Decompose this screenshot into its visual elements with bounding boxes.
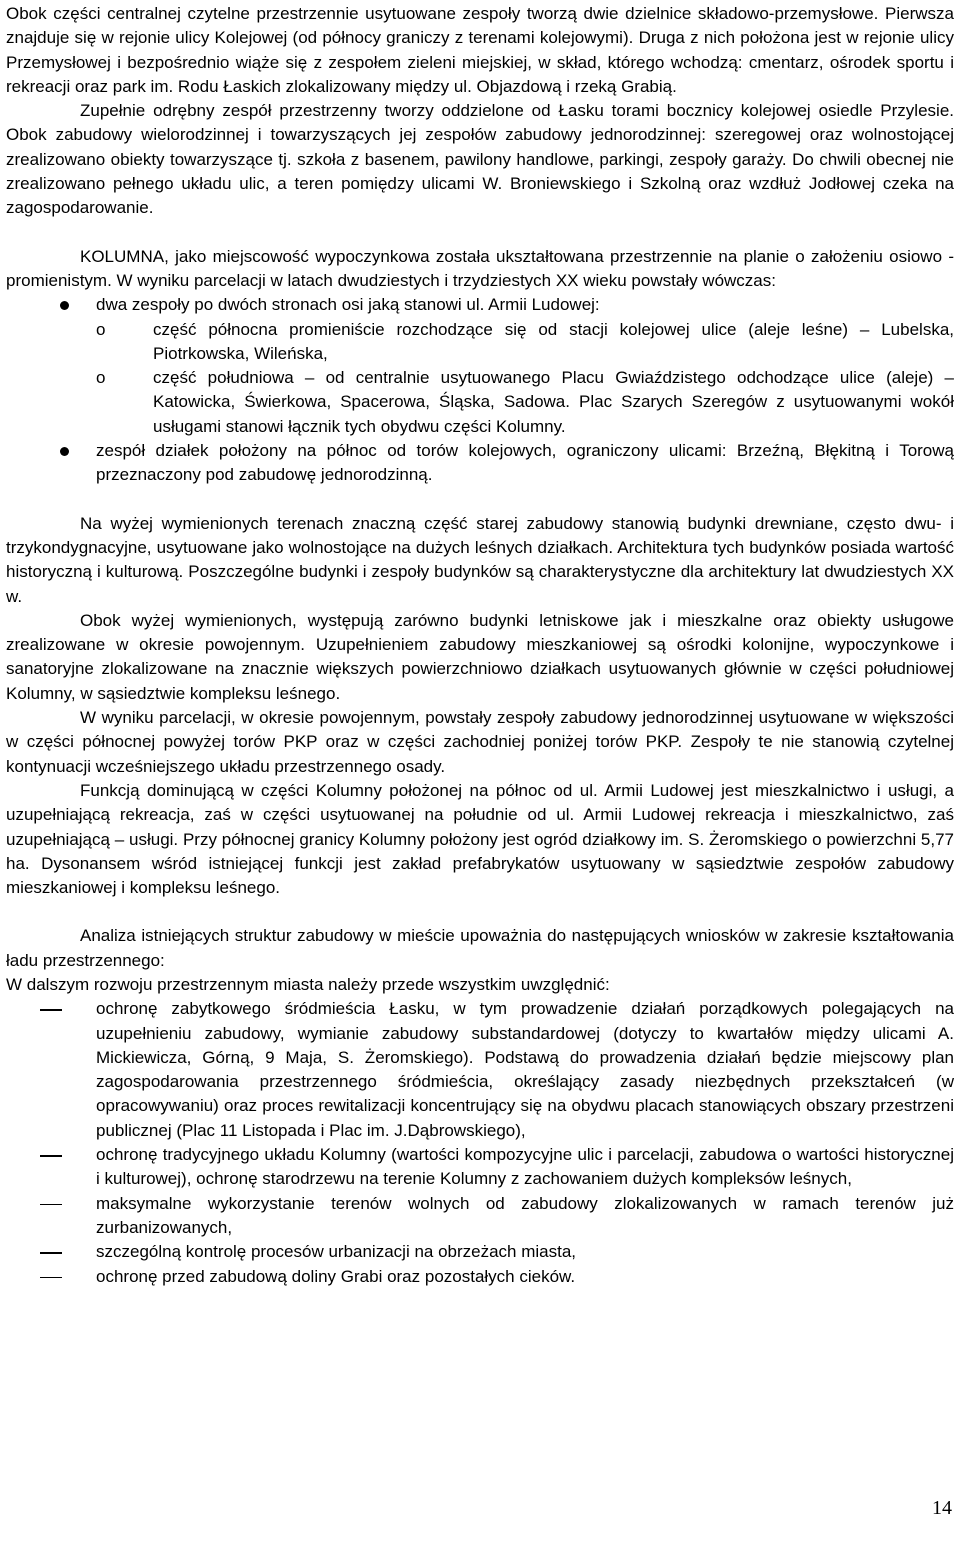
- sub-item-text: część północna promieniście rozchodzące się od stacji kolejowej ulice (aleje leśne) – Lubelska, Piotrkowska, Wileńska,: [153, 319, 954, 363]
- bullet-item-two-groups: [6, 293, 954, 439]
- dash-icon: [40, 1155, 62, 1157]
- circle-bullet-icon: o: [96, 368, 106, 388]
- dash-item-text: szczególną kontrolę procesów urbanizacji na obrzeżach miasta,: [96, 1242, 577, 1262]
- paragraph-further-development: W dalszym rozwoju przestrzennym miasta należy przede wszystkim uwzględnić:: [6, 974, 610, 994]
- paragraph-analysis: Analiza istniejących struktur zabudowy w mieście upoważnia do następujących wniosków w zakresie kształtowania ładu przestrzennego:: [6, 926, 954, 970]
- dash-icon: [40, 1204, 62, 1206]
- dash-item: [6, 997, 954, 1143]
- dash-icon: [40, 1277, 62, 1279]
- sub-list: [96, 318, 954, 439]
- spacer: [6, 221, 954, 245]
- dash-item: [6, 1143, 954, 1192]
- paragraph-kolumna-intro: KOLUMNA, jako miejscowość wypoczynkowa została ukształtowana przestrzennie na planie o założeniu osiowo - promienistym. W wyniku parcelacji w latach dwudziestych i trzydziestych XX wieku powstały wówczas:: [6, 246, 954, 290]
- spacer: [6, 900, 954, 924]
- dash-item: [6, 1240, 954, 1264]
- bullet-text: dwa zespoły po dwóch stronach osi jaką stanowi ul. Armii Ludowej:: [96, 295, 600, 315]
- bullet-list-kolumna: [6, 293, 954, 487]
- circle-bullet-icon: o: [96, 319, 106, 339]
- dash-list-recommendations: [6, 997, 954, 1289]
- dash-icon: [40, 1009, 62, 1011]
- dash-item: [6, 1265, 954, 1289]
- sub-item-south: [96, 366, 954, 439]
- paragraph-parcellation: W wyniku parcelacji, w okresie powojennym, powstały zespoły zabudowy jednorodzinnej usytuowane w większości w części północnej powyżej torów PKP oraz w części zachodniej poniżej torów PKP. Zespoły te nie stanowią czytelnej kontynuacji wcześniejszego układu przestrzennego osady.: [6, 708, 954, 776]
- spacer: [6, 488, 954, 512]
- sub-item-north: [96, 318, 954, 367]
- paragraph-old-buildings: Na wyżej wymienionych terenach znaczną część starej zabudowy stanowią budynki drewniane, często dwu- i trzykondygnacyjne, usytuowane jako wolnostojące na dużych leśnych działkach. Architektura tych budynków posiada wartość historyczną i kulturową. Poszczególne budynki i zespoły budynków są charakterystyczne dla architektury lat dwudziestych XX w.: [6, 513, 954, 606]
- bullet-text: zespół działek położony na północ od torów kolejowych, ograniczony ulicami: Brzeźną, Błękitną i Torową przeznaczony pod zabudowę jednorodzinną.: [96, 441, 954, 485]
- dash-item-text: ochronę tradycyjnego układu Kolumny (wartości kompozycyjne ulic i parcelacji, zabudowa o wartości historycznej i kulturowej), ochronę starodrzewu na terenie Kolumny z zachowaniem dużych kompleksów leśnych,: [96, 1145, 954, 1189]
- sub-item-text: część południowa – od centralnie usytuowanego Placu Gwiaździstego odchodzące ulice (aleje) – Katowicka, Świerkowa, Spacerowa, Śląska, Sadowa. Plac Szarych Szeregów z usytuowanymi wokół usługami stanowi łącznik tych obydwu części Kolumny.: [153, 368, 954, 436]
- dash-item-text: ochronę zabytkowego śródmieścia Łasku, w tym prowadzenie działań porządkowych polegających na uzupełnieniu zabudowy, wymianie zabudowy substandardowej (dotyczy to kwartałów między ulicami A. Mickiewicza, Górną, 9 Maja, S. Żeromskiego). Podstawą do prowadzenia działań będzie miejscowy plan zagospodarowania przestrzennego śródmieścia, określający zasady niezbędnych przekształceń (w opracowywaniu) oraz proces rewitalizacji koncentrujący się na obydwu placach stanowiących obszary przestrzeni publicznej (Plac 11 Listopada i Plac im. J.Dąbrowskiego),: [96, 999, 954, 1140]
- paragraph-postwar-buildings: Obok wyżej wymienionych, występują zarówno budynki letniskowe jak i mieszkalne oraz obiekty usługowe zrealizowane w okresie powojennym. Uzupełnieniem zabudowy mieszkaniowej są ośrodki kolonijne, wypoczynkowe i sanatoryjne zlokalizowane na znacznie większych powierzchniowo działkach usytuowanych głównie w części południowej Kolumny, w sąsiedztwie kompleksu leśnego.: [6, 610, 954, 703]
- bullet-icon: [60, 447, 69, 456]
- paragraph-functions: Funkcją dominującą w części Kolumny położonej na północ od ul. Armii Ludowej jest mieszkalnictwo i usługi, a uzupełniającą rekreacja, zaś w części usytuowanej na południe od ul. Armii Ludowej rekreacja i mieszkalnictwo, zaś uzupełniającą – usługi. Przy północnej granicy Kolumny położony jest ogród działkowy im. S. Żeromskiego o powierzchni 5,77 ha. Dysonansem wśród istniejącej funkcji jest zakład prefabrykatów usytuowany w sąsiedztwie zespołów zabudowy mieszkaniowej i kompleksu leśnego.: [6, 780, 954, 898]
- dash-item: [6, 1192, 954, 1241]
- bullet-icon: [60, 301, 69, 310]
- bullet-item-plots: [6, 439, 954, 488]
- paragraph-przylesie: Zupełnie odrębny zespół przestrzenny tworzy oddzielone od Łasku torami bocznicy kolejowej osiedle Przylesie. Obok zabudowy wielorodzinnej i towarzyszących jej zespołów zabudowy jednorodzinnej: szeregowej oraz wolnostojącej zrealizowano obiekty towarzyszące tj. szkoła z basenem, pawilony handlowe, parkingi, zespoły garaży. Do chwili obecnej nie zrealizowano pełnego układu ulic, a teren pomiędzy ulicami W. Broniewskiego i Szkolną oraz wzdłuż Jodłowej czeka na zagospodarowanie.: [6, 101, 954, 218]
- dash-icon: [40, 1252, 62, 1254]
- dash-item-text: ochronę przed zabudową doliny Grabi oraz pozostałych cieków.: [96, 1266, 576, 1286]
- page-number: 14: [932, 1497, 952, 1519]
- dash-item-text: maksymalne wykorzystanie terenów wolnych od zabudowy zlokalizowanych w ramach terenów już zurbanizowanych,: [96, 1193, 954, 1237]
- paragraph-industrial-districts: Obok części centralnej czytelne przestrzennie usytuowane zespoły tworzą dwie dzielnice składowo-przemysłowe. Pierwsza znajduje się w rejonie ulicy Kolejowej (od północy graniczy z terenami kolejowymi). Druga z nich położona jest w rejonie ulicy Przemysłowej i bezpośrednio wiąże się z zespołem zieleni miejskiej, w skład, którego wchodzą: cmentarz, ośrodek sportu i rekreacji oraz park im. Rodu Łaskich zlokalizowany między ul. Objazdową i rzeką Grabią.: [6, 4, 954, 96]
